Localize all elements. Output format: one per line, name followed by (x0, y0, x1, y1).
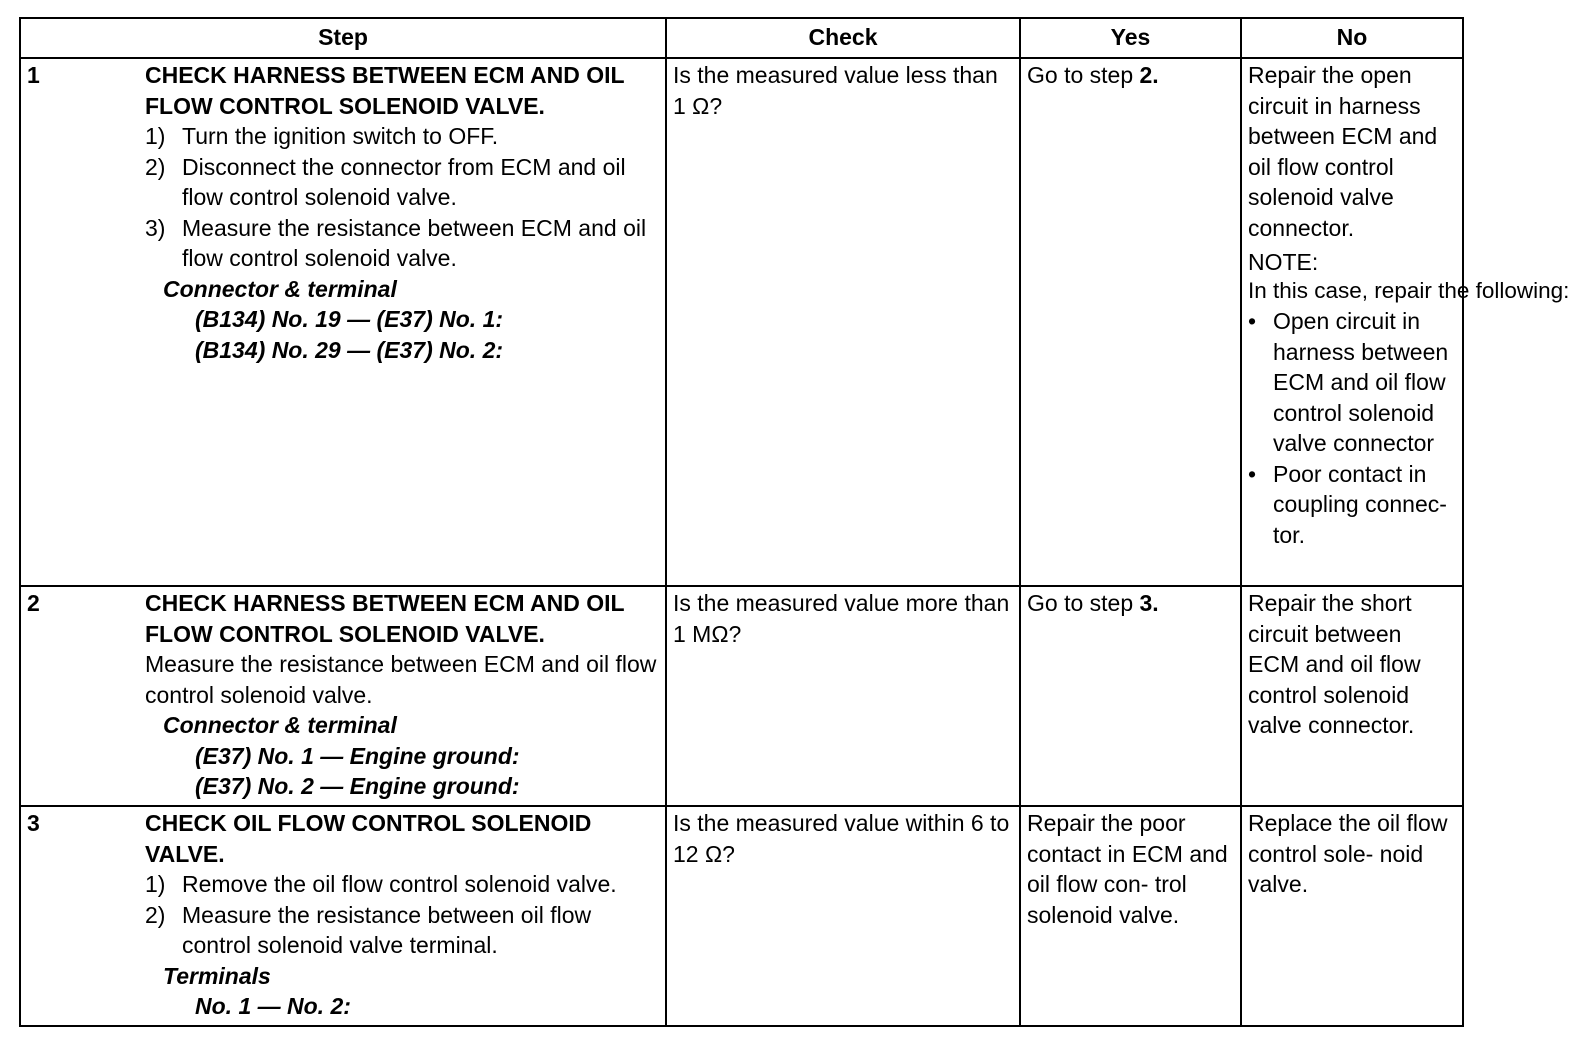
terminals-label: Terminals (163, 962, 271, 989)
header-row (20, 18, 1463, 58)
yes-cell (1020, 58, 1241, 586)
header-yes: Yes (1020, 18, 1241, 58)
note-text: In this case, repair the following: (1248, 278, 1569, 303)
step-number: 3 (27, 810, 40, 836)
table-row (20, 806, 1463, 1026)
step-cell (20, 586, 666, 806)
note-label: NOTE: (1248, 249, 1319, 275)
list-text: Turn the ignition switch to OFF. (182, 123, 499, 149)
yes-cell: Repair the poor contact in ECM and oil flow con- trol solenoid valve. (1020, 806, 1241, 1026)
step-title: CHECK HARNESS BETWEEN ECM AND OIL FLOW CONTROL SOLENOID VALVE. (145, 590, 625, 647)
list-number: 1) (145, 871, 166, 897)
no-text: Repair the open circuit in harness between ECM and oil flow control solenoid valve connector. (1248, 62, 1438, 241)
terminal-spec: (E37) No. 1 — Engine ground: (195, 742, 520, 769)
no-cell: Replace the oil flow control sole- noid valve. (1241, 806, 1463, 1026)
yes-text: Go to step (1027, 62, 1140, 88)
list-text: Disconnect the connector from ECM and oil flow control solenoid valve. (182, 153, 626, 210)
step-number: 2 (27, 590, 40, 616)
list-item (145, 213, 659, 274)
bullet-text: Open circuit in harness between ECM and oil flow control solenoid valve connector (1273, 308, 1449, 456)
bullet-icon: • (1248, 308, 1257, 334)
note-bullet (1248, 306, 1456, 459)
check-cell: Is the measured value within 6 to 12 Ω? (666, 806, 1020, 1026)
check-cell: Is the measured value less than 1 Ω? (666, 58, 1020, 586)
terminal-spec: No. 1 — No. 2: (195, 993, 351, 1019)
connector-label: Connector & terminal (163, 275, 397, 302)
list-number: 3) (145, 214, 166, 241)
list-text: Measure the resistance between ECM and oil flow control solenoid valve. (182, 214, 647, 271)
header-no: No (1241, 18, 1463, 58)
terminal-spec: (E37) No. 2 — Engine ground: (195, 773, 520, 799)
header-step: Step (20, 18, 666, 58)
step-number: 1 (27, 62, 40, 88)
list-item (145, 152, 659, 213)
list-item (145, 121, 659, 152)
no-cell: Repair the short circuit between ECM and oil flow control solenoid valve connector. (1241, 586, 1463, 806)
bullet-icon: • (1248, 460, 1257, 487)
list-item (145, 869, 659, 900)
no-cell (1241, 58, 1569, 586)
terminal-spec: (B134) No. 29 — (E37) No. 2: (195, 336, 504, 363)
step-cell (20, 806, 666, 1026)
diagnostic-table (19, 17, 1569, 1027)
list-number: 2) (145, 153, 166, 180)
yes-step: 3. (1139, 590, 1159, 616)
list-text: Measure the resistance between oil flow control solenoid valve terminal. (182, 901, 592, 958)
list-item (145, 900, 659, 961)
table-row (20, 58, 1463, 586)
note-bullet (1248, 459, 1456, 551)
yes-step: 2. (1139, 62, 1159, 88)
bullet-text: Poor contact in coupling connec- tor. (1273, 460, 1447, 548)
header-check: Check (666, 18, 1020, 58)
check-cell: Is the measured value more than 1 MΩ? (666, 586, 1020, 806)
list-number: 1) (145, 123, 166, 149)
step-title: CHECK HARNESS BETWEEN ECM AND OIL FLOW CONTROL SOLENOID VALVE. (145, 62, 625, 119)
list-number: 2) (145, 901, 166, 928)
step-title: CHECK OIL FLOW CONTROL SOLENOID VALVE. (145, 810, 592, 867)
terminal-spec: (B134) No. 19 — (E37) No. 1: (195, 306, 504, 332)
list-text: Remove the oil flow control solenoid valve. (182, 871, 617, 897)
yes-cell (1020, 586, 1241, 806)
step-description: Measure the resistance between ECM and oil flow control solenoid valve. (145, 651, 657, 708)
connector-label: Connector & terminal (163, 712, 397, 738)
yes-text: Go to step (1027, 590, 1140, 616)
step-cell (20, 58, 666, 586)
table-row (20, 586, 1463, 806)
